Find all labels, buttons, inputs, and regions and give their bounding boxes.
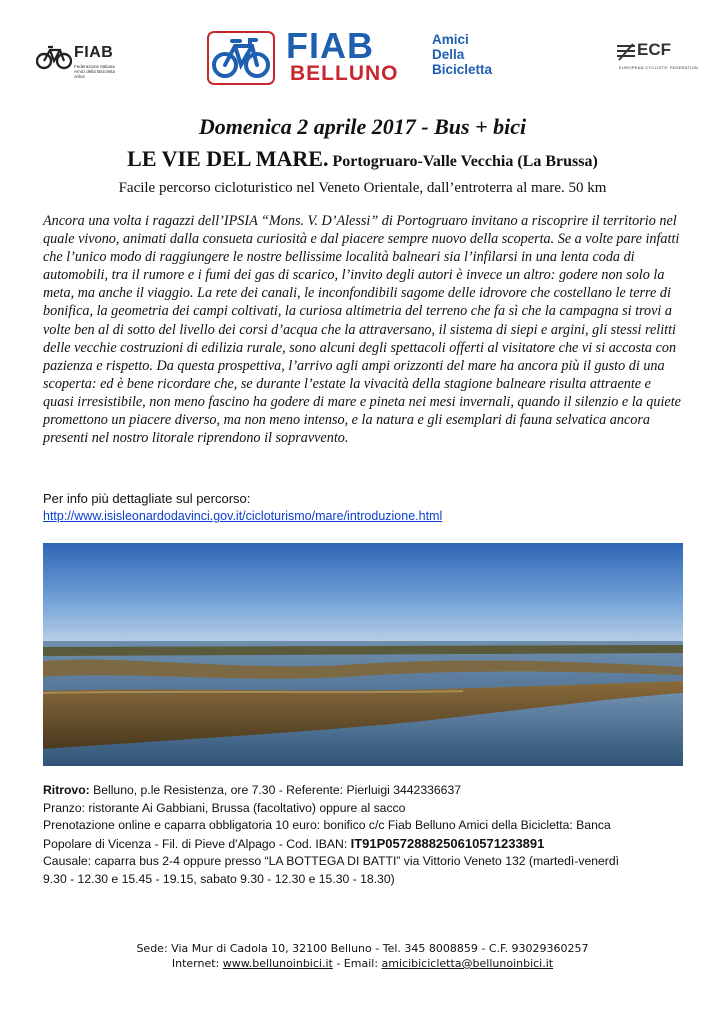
- ecf-wordmark: ECF: [637, 40, 671, 59]
- event-title-main: LE VIE DEL MARE.: [127, 146, 329, 171]
- causale-line-1: Causale: caparra bus 2-4 oppure presso “LA BOTTEGA DI BATTI” via Vittorio Veneto 132 (martedì-venerdì: [43, 854, 620, 869]
- footer-address: Sede: Via Mur di Cadola 10, 32100 Belluno - Tel. 345 8008859 - C.F. 93029360257: [136, 942, 589, 955]
- ecf-emblem-icon: [615, 42, 637, 62]
- internet-label: Internet:: [171, 957, 223, 970]
- event-details: [43, 782, 693, 889]
- iban-value: IT91P0572888250610571233891: [350, 835, 545, 851]
- causale-line-2: 9.30 - 12.30 e 15.45 - 19.15, sabato 9.30 - 12.30 e 15.30 - 18.30): [43, 871, 395, 886]
- fiab-belluno-logo: [206, 25, 516, 86]
- footer-contacts: [0, 956, 725, 971]
- info-link[interactable]: http://www.isisleonardodavinci.gov.it/cicloturismo/mare/introduzione.html: [43, 509, 443, 523]
- email-link[interactable]: amicibicicletta@bellunoinbici.it: [381, 957, 554, 970]
- event-date-title: Domenica 2 aprile 2017 - Bus + bici: [198, 114, 527, 139]
- fiab-national-logo: [36, 38, 118, 82]
- intro-paragraph: Ancora una volta i ragazzi dell’IPSIA “Mons. V. D’Alessi” di Portogruaro invitano a riscoprire il territorio nel quale vivono, animati dalla consueta curiosità e dal piacere sempre nuovo della scoperta. Se a volte pare infatti che l’unico modo di raggiungere le nostre bellissime località balneari sia l’infilarsi in una lenta coda di automobili, tra il rumore e i fumi dei gas di scarico, l’invito degli autori è invece un altro: godere non solo la meta, ma anche il viaggio. La rete dei canali, le inconfondibili sagome delle idrovore che costellano le terre di bonifica, la geometria dei campi coltivati, la curiosa altimetria del terreno che fa sì che la campagna si trovi a volte ben al di sotto del livello dei corsi d’acqua che la attraversano, il sistema di siepi e argini, gli stessi relitti delle vecchie costruzioni di edilizia rurale, sono alcuni degli spettacoli offerti al visitatore che vi si accosta con pazienza e rispetto. Da questa prospettiva, l’arrivo agli ampi orizzonti del mare ha ancora più il gusto di una scoperta: ed è bene ricordare che, se durante l’estate la vivacità della stagione balneare risulta attraente e quasi irresistibile, non meno fascino ha godere di mare e pineta nei mesi invernali, quando il silenzio e la quiete promettono un piacere diverso, ma non meno intenso, e la natura e gli esemplari di fauna selvatica ancora presenti nel nostro litorale riprendono il sopravvento.: [43, 213, 681, 447]
- ritrovo-label: Ritrovo:: [43, 783, 90, 797]
- bicycle-icon: [36, 44, 72, 70]
- amici-line: Bicicletta: [432, 62, 493, 77]
- email-label: - Email:: [332, 957, 382, 970]
- event-title: [0, 146, 725, 172]
- ritrovo-text: Belluno, p.le Resistenza, ore 7.30 - Referente: Pierluigi 3442336637: [89, 783, 461, 797]
- ecf-logo: [615, 40, 699, 80]
- fiab-word: FIAB: [74, 44, 114, 61]
- prenotazione-line-2: [43, 835, 693, 854]
- lagoon-photo: [43, 543, 683, 766]
- website-link[interactable]: www.bellunoinbici.it: [222, 957, 333, 970]
- fiab-subtitle: Federazione Italiana Amici della Bicicletta onlus: [74, 64, 116, 79]
- prenotazione-line-1: Prenotazione online e caparra obbligatoria 10 euro: bonifico c/c Fiab Belluno Amici della Bicicletta: Banca: [43, 818, 611, 833]
- amici-line: Amici: [432, 32, 469, 47]
- event-subtitle: Facile percorso cicloturistico nel Veneto Orientale, dall’entroterra al mare. 50 km: [118, 180, 607, 196]
- event-title-route: Portogruaro-Valle Vecchia (La Brussa): [332, 153, 598, 170]
- ecf-subtitle: EUROPEAN CYCLISTS' FEDERATION: [619, 65, 699, 70]
- ritrovo-line: [43, 782, 693, 800]
- pranzo-line: Pranzo: ristorante Ai Gabbiani, Brussa (facoltativo) oppure al sacco: [43, 800, 406, 815]
- info-label: Per info più dettagliate sul percorso:: [43, 491, 251, 506]
- prenotazione-text: Popolare di Vicenza - Fil. di Pieve d'Alpago - Cod. IBAN:: [43, 836, 351, 851]
- bicycle-icon: [206, 30, 276, 86]
- belluno-wordmark: BELLUNO: [290, 62, 399, 85]
- fiab-wordmark: FIAB: [286, 25, 374, 66]
- amici-line: Della: [432, 47, 465, 62]
- footer: [0, 941, 725, 971]
- amici-della-bicicletta-text: [432, 32, 492, 77]
